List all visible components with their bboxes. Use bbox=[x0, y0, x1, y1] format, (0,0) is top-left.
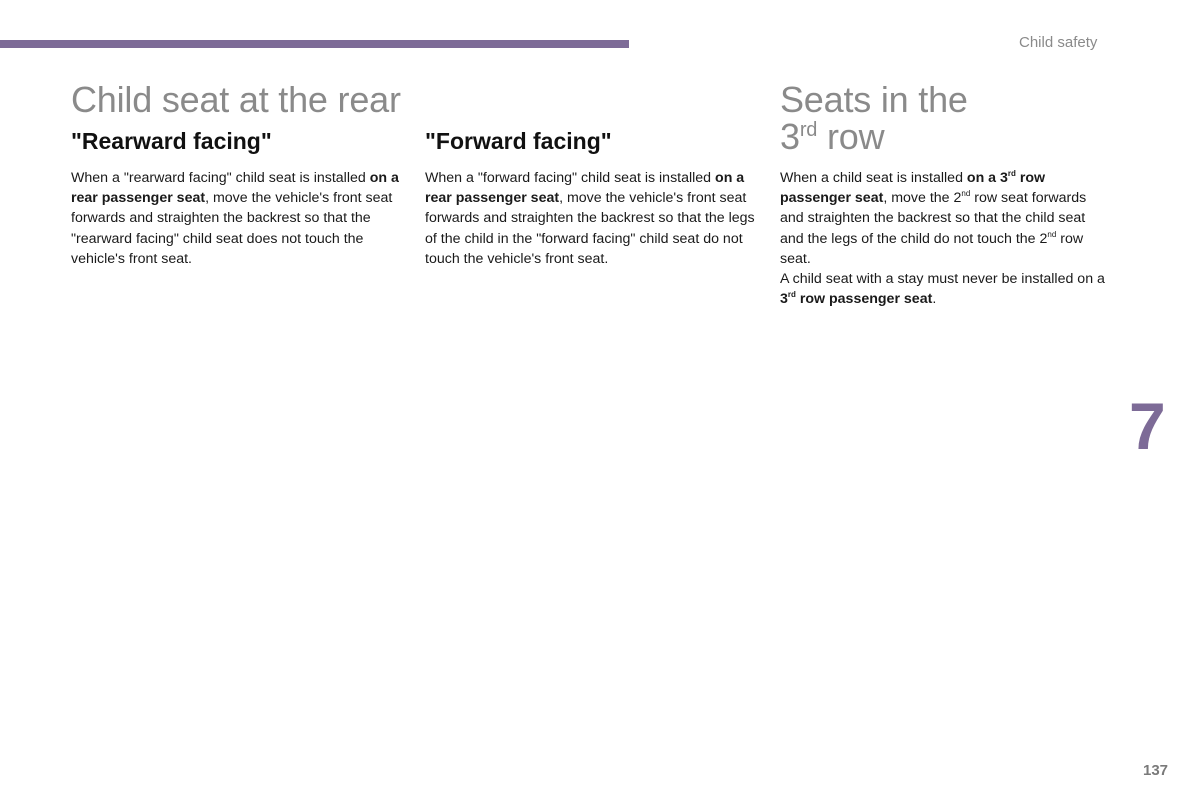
page-title-child-seat-rear: Child seat at the rear bbox=[71, 79, 401, 120]
forward-facing-paragraph bbox=[425, 168, 755, 269]
third-row-p1-bold-2: row passenger seat bbox=[780, 170, 1046, 207]
third-row-p2-bold-2: row passenger seat bbox=[795, 291, 933, 308]
third-row-p1-bold-1: on a 3 bbox=[966, 170, 1008, 186]
heading-rearward-facing: "Rearward facing" bbox=[71, 128, 272, 154]
third-row-paragraphs bbox=[780, 168, 1108, 309]
third-row-p1-text-1: When a child seat is installed bbox=[780, 170, 967, 186]
section-title: Child safety bbox=[1019, 34, 1098, 51]
third-row-p2-bold bbox=[780, 291, 932, 307]
third-row-p2-bold-sup: rd bbox=[787, 290, 796, 300]
rearward-text-1: When a "rearward facing" child seat is installed bbox=[71, 170, 370, 186]
rearward-facing-paragraph bbox=[71, 168, 401, 269]
third-row-p2-bold-1: 3 bbox=[780, 291, 788, 308]
third-row-title-num: 3 bbox=[780, 116, 800, 157]
third-row-p1-text-3: row seat forwards and straighten the backrest so that the child seat and the legs of the child do not touch the 2 bbox=[780, 190, 1087, 247]
rearward-bold-1: on a rear passenger seat bbox=[71, 170, 399, 207]
page-number: 137 bbox=[1143, 762, 1169, 779]
header-accent-bar bbox=[0, 40, 629, 48]
third-row-paragraph-2 bbox=[780, 269, 1108, 309]
forward-text-1: When a "forward facing" child seat is installed bbox=[425, 170, 716, 186]
heading-forward-facing: "Forward facing" bbox=[425, 128, 612, 154]
forward-text-2: , move the vehicle's front seat forwards and straighten the backrest so that the legs of the child in the "forward facing" child seat do not touch the vehicle's front seat. bbox=[425, 190, 755, 267]
third-row-p1-bold-sup: rd bbox=[1007, 169, 1016, 178]
rearward-text-2: , move the vehicle's front seat forwards and straighten the backrest so that the "rearward facing" child seat does not touch the vehicle's front seat. bbox=[71, 190, 393, 267]
third-row-paragraph-1 bbox=[780, 168, 1108, 269]
third-row-p2-text-2: . bbox=[932, 291, 937, 308]
chapter-number: 7 bbox=[1129, 389, 1166, 463]
third-row-title-line1: Seats in the bbox=[780, 79, 968, 120]
third-row-p1-text-2: , move the 2 bbox=[883, 190, 962, 207]
third-row-p2-text-1: A child seat with a stay must never be installed on a bbox=[780, 271, 1105, 288]
third-row-title-sup: rd bbox=[799, 119, 818, 141]
third-row-title-end: row bbox=[817, 116, 885, 157]
third-row-p1-sup-3: nd bbox=[1047, 229, 1057, 239]
forward-bold-1: on a rear passenger seat bbox=[425, 170, 745, 207]
page-title-third-row bbox=[780, 81, 968, 155]
third-row-p1-sup-2: nd bbox=[961, 189, 971, 199]
third-row-p1-text-4: row seat. bbox=[780, 230, 1084, 267]
